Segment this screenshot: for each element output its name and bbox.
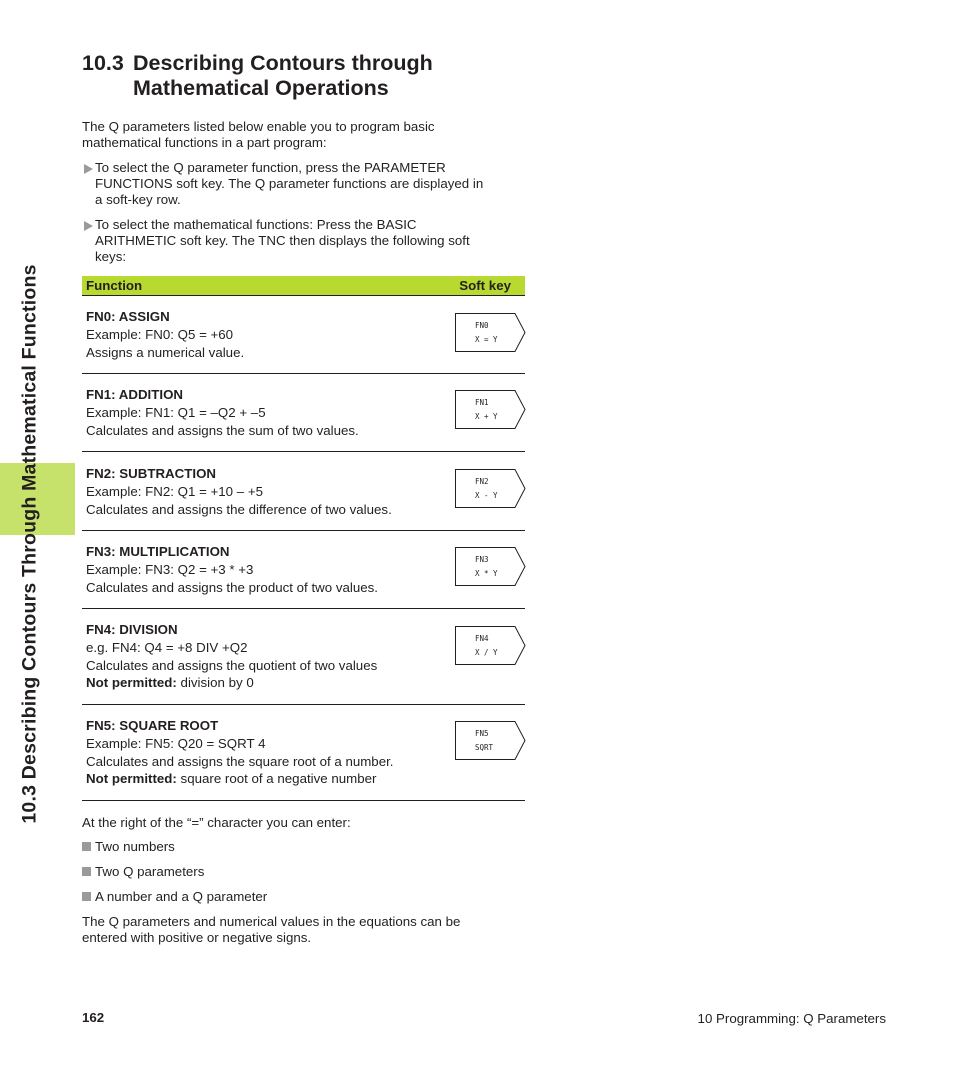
table-row xyxy=(86,386,446,439)
function-description: Calculates and assigns the product of two values. xyxy=(86,579,378,595)
list-item xyxy=(82,839,175,855)
side-chapter-title: 10.3 Describing Contours Through Mathematical Functions xyxy=(18,264,41,824)
table-rule xyxy=(82,530,525,531)
function-description: Calculates and assigns the quotient of two values xyxy=(86,657,378,673)
step-parameter-functions xyxy=(82,160,522,208)
closing-line: entered with positive or negative signs. xyxy=(82,930,312,945)
function-name: FN4: DIVISION xyxy=(86,622,178,637)
column-header-softkey: Soft key xyxy=(459,278,511,293)
closing-line: The Q parameters and numerical values in the equations can be xyxy=(82,914,461,929)
heading-line-1: Describing Contours through xyxy=(133,51,433,75)
function-example: Example: FN0: Q5 = +60 xyxy=(86,326,234,342)
function-example: Example: FN3: Q2 = +3 * +3 xyxy=(86,561,254,577)
softkey-fn2[interactable] xyxy=(455,469,526,508)
table-row xyxy=(86,308,446,361)
softkey-sublabel: X - Y xyxy=(475,491,498,500)
step-line: keys: xyxy=(95,249,127,264)
step-line: a soft-key row. xyxy=(95,192,181,207)
softkey-sublabel: X / Y xyxy=(475,648,498,657)
function-restriction xyxy=(86,770,446,788)
table-row xyxy=(86,465,446,518)
softkey-sublabel: X = Y xyxy=(475,335,498,344)
step-line: To select the mathematical functions: Press the BASIC xyxy=(95,217,417,232)
column-header-function: Function xyxy=(86,278,143,293)
table-rule xyxy=(82,373,525,374)
function-name: FN1: ADDITION xyxy=(86,387,184,402)
section-heading xyxy=(82,51,433,101)
table-rule xyxy=(82,704,525,705)
list-item-text: A number and a Q parameter xyxy=(95,889,268,904)
heading-line-2: Mathematical Operations xyxy=(133,76,389,100)
function-name: FN3: MULTIPLICATION xyxy=(86,544,230,559)
function-name: FN0: ASSIGN xyxy=(86,309,170,324)
softkey-sublabel: X + Y xyxy=(475,412,498,421)
table-rule xyxy=(82,608,525,609)
table-rule xyxy=(82,451,525,452)
function-name: FN5: SQUARE ROOT xyxy=(86,718,219,733)
table-row xyxy=(86,543,446,596)
restriction-label: Not permitted: xyxy=(86,675,177,691)
list-item xyxy=(82,889,267,905)
softkey-label: FN0 xyxy=(475,321,489,330)
arrow-right-icon xyxy=(84,221,93,231)
softkey-fn5[interactable] xyxy=(455,721,526,760)
page-number: 162 xyxy=(82,1010,105,1025)
restriction-text: division by 0 xyxy=(176,675,254,691)
footer-chapter: 10 Programming: Q Parameters xyxy=(697,1011,886,1026)
table-rule xyxy=(82,295,525,296)
restriction-text: square root of a negative number xyxy=(176,771,377,787)
table-rule xyxy=(82,800,525,801)
softkey-label: FN2 xyxy=(475,477,489,486)
intro-line: The Q parameters listed below enable you to program basic xyxy=(82,119,435,134)
intro-paragraph xyxy=(82,119,435,151)
step-line: To select the Q parameter function, press the PARAMETER xyxy=(95,160,446,175)
closing-paragraph xyxy=(82,914,460,946)
function-example: Example: FN1: Q1 = –Q2 + –5 xyxy=(86,404,266,420)
list-item-text: Two numbers xyxy=(95,839,175,854)
softkey-label: FN3 xyxy=(475,555,489,564)
softkey-fn1[interactable] xyxy=(455,390,526,429)
after-table-text: At the right of the “=” character you can enter: xyxy=(82,815,351,830)
list-item xyxy=(82,864,204,880)
table-row xyxy=(86,717,446,788)
square-bullet-icon xyxy=(82,892,91,901)
step-line: FUNCTIONS soft key. The Q parameter functions are displayed in xyxy=(95,176,484,191)
softkey-fn0[interactable] xyxy=(455,313,526,352)
function-example: Example: FN2: Q1 = +10 – +5 xyxy=(86,483,264,499)
arrow-right-icon xyxy=(84,164,93,174)
table-header xyxy=(82,276,525,295)
function-example: e.g. FN4: Q4 = +8 DIV +Q2 xyxy=(86,639,248,655)
softkey-fn3[interactable] xyxy=(455,547,526,586)
step-line: ARITHMETIC soft key. The TNC then displays the following soft xyxy=(95,233,470,248)
section-number: 10.3 xyxy=(82,51,124,75)
step-basic-arithmetic xyxy=(82,217,522,265)
function-description: Calculates and assigns the sum of two values. xyxy=(86,422,359,438)
function-restriction xyxy=(86,674,446,692)
list-item-text: Two Q parameters xyxy=(95,864,205,879)
softkey-label: FN1 xyxy=(475,398,489,407)
function-description: Calculates and assigns the square root of a number. xyxy=(86,753,394,769)
softkey-sublabel: X * Y xyxy=(475,569,498,578)
square-bullet-icon xyxy=(82,842,91,851)
square-bullet-icon xyxy=(82,867,91,876)
function-description: Calculates and assigns the difference of two values. xyxy=(86,501,392,517)
softkey-label: FN5 xyxy=(475,729,489,738)
softkey-sublabel: SQRT xyxy=(475,743,494,752)
intro-line: mathematical functions in a part program: xyxy=(82,135,327,150)
function-example: Example: FN5: Q20 = SQRT 4 xyxy=(86,735,266,751)
softkey-label: FN4 xyxy=(475,634,489,643)
function-description: Assigns a numerical value. xyxy=(86,344,245,360)
softkey-fn4[interactable] xyxy=(455,626,526,665)
function-name: FN2: SUBTRACTION xyxy=(86,466,217,481)
table-row xyxy=(86,621,446,692)
restriction-label: Not permitted: xyxy=(86,771,177,787)
